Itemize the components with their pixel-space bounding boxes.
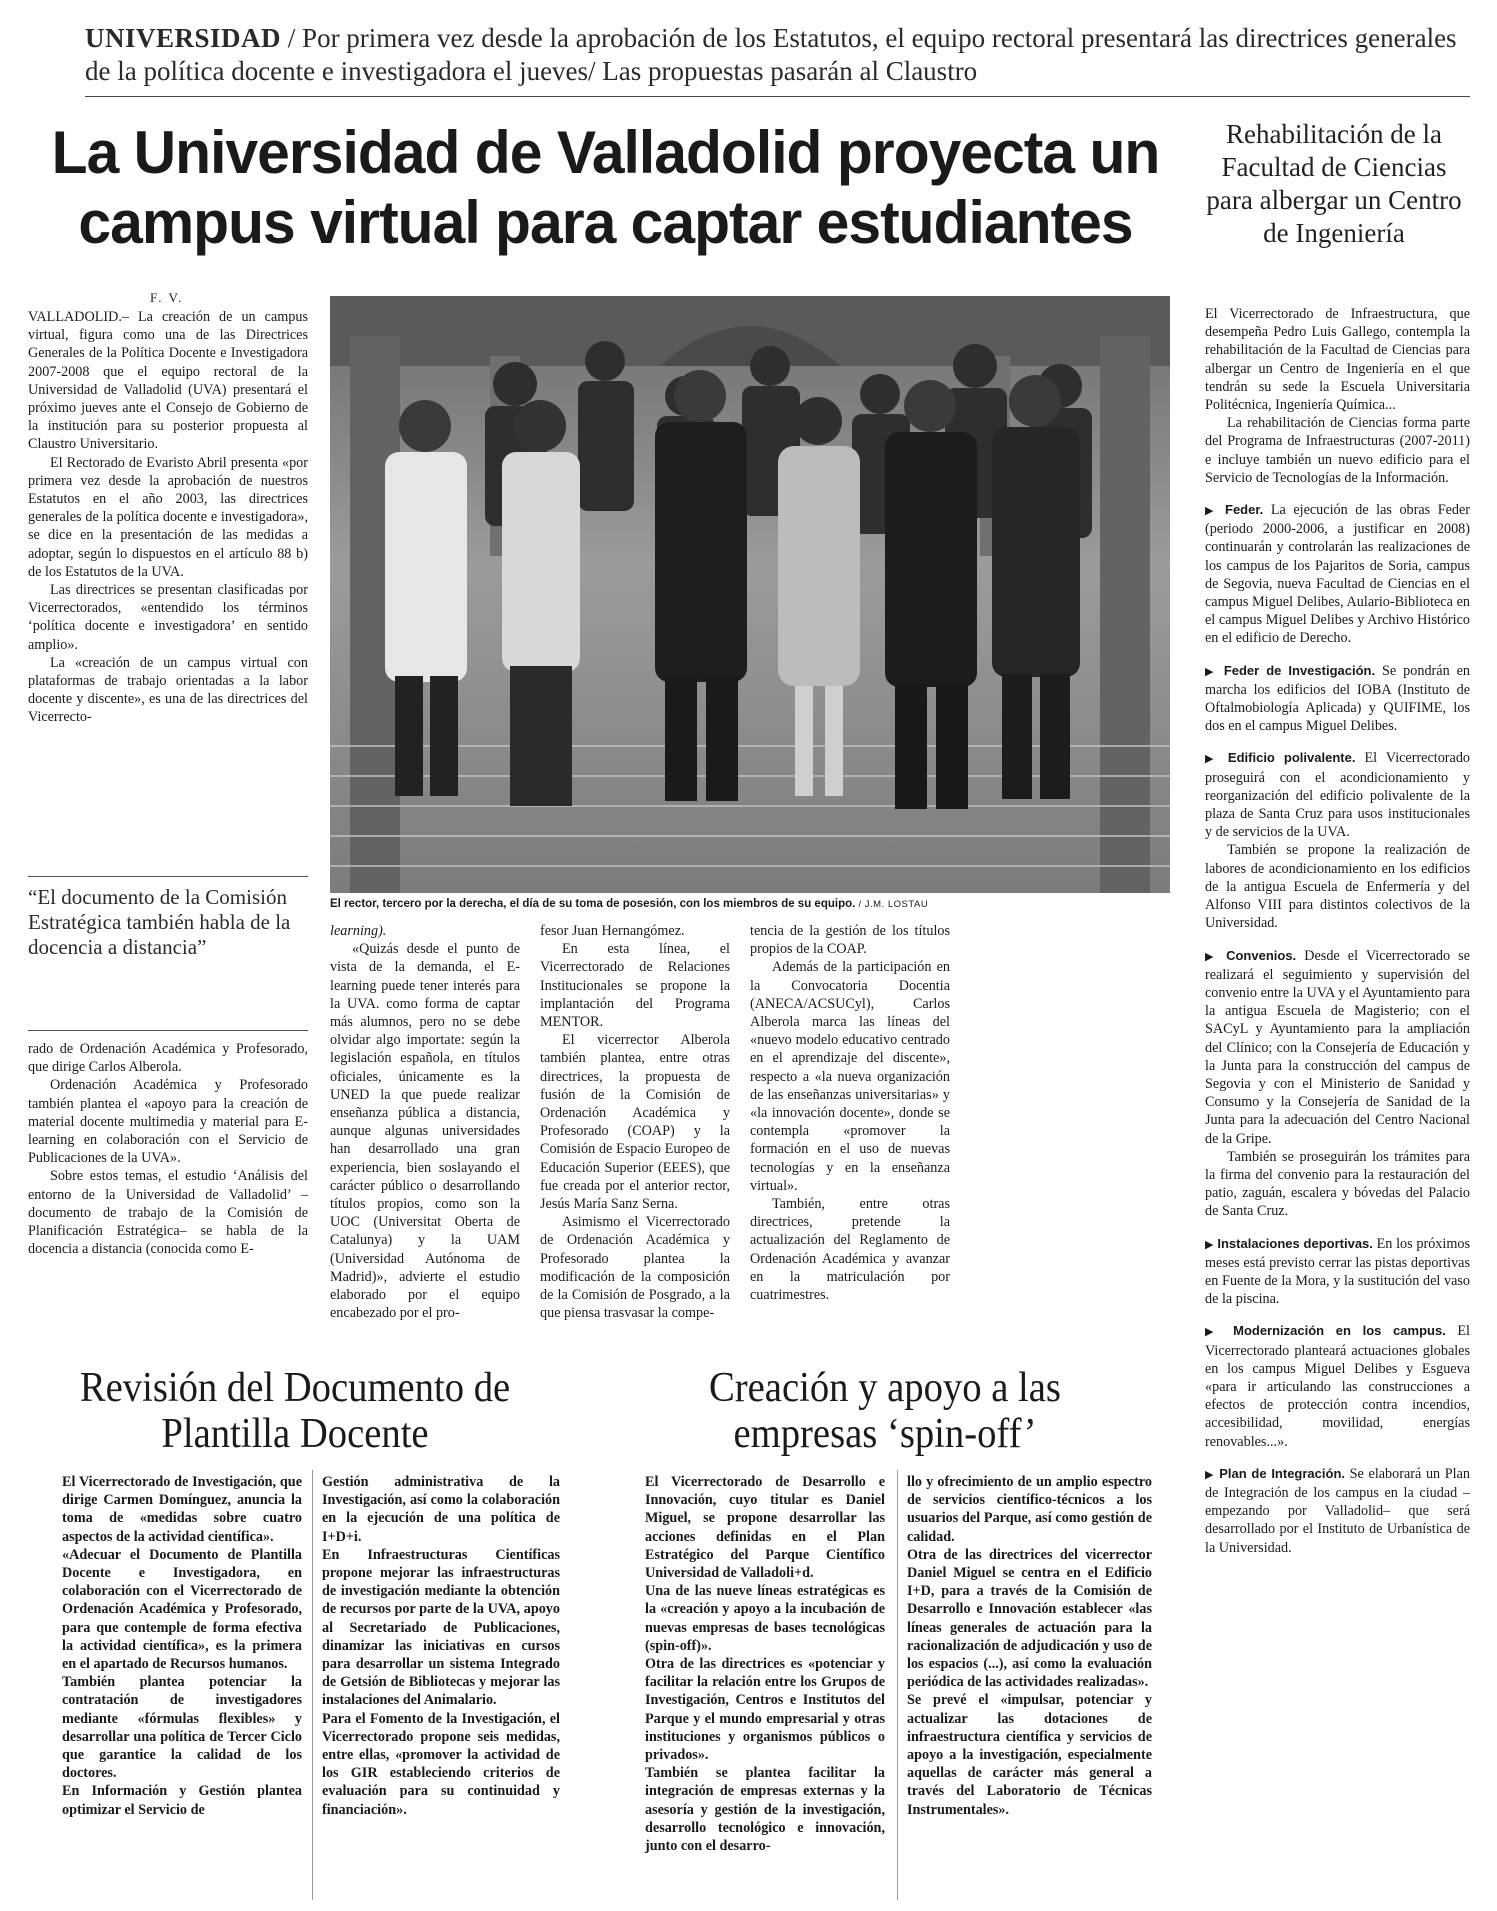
sidebar-item	[1205, 947, 1470, 1148]
byline: F. V.	[150, 290, 184, 305]
quote-rule-top	[28, 876, 308, 877]
article-col1b	[28, 1040, 308, 1258]
sidebar-item-text: También se proseguirán los trámites para la firma del convenio para la restauración del patio, zaguán, escalera y bóvedas del Palacio de Santa Cruz.	[1205, 1148, 1470, 1220]
sidebar-item-label: Feder.	[1225, 502, 1264, 518]
sidebar-body	[1205, 305, 1470, 1557]
paragraph: Otra de las directrices es «potenciar y facilitar la relación entre los Grupos de Investigación, Centros e Institutos del Parque y el mundo empresarial y otras instituciones y organismos públicos o privados».	[645, 1656, 885, 1764]
paragraph: En Información y Gestión plantea optimizar el Servicio de	[62, 1783, 302, 1818]
sidebar-item-text: El Vicerrectorado planteará actuaciones globales en los campus Miguel Delibes y Esgueva «para ir articulando las construcciones a efectos de protección contra incendios, accesibilidad, movilidad, energías renovables...».	[1205, 1323, 1470, 1450]
paragraph: Asimismo el Vicerrectorado de Ordenación Académica y Profesorado plantea la modificación de la composición de la Comisión de Posgrado, a la que piensa trasvasar la compe-	[540, 1214, 730, 1322]
arrow-icon: ▶	[1205, 1238, 1214, 1251]
paragraph: «Quizás desde el punto de vista de la demanda, el E-learning puede tener interés para la UVA. como forma de captar más alumnos, pero no se debe olvidar algo importate: según la legislación española, en títulos oficiales, únicamente es la UNED la que puede realizar enseñanza pública a distancia, aunque algunas universidades han desarrollado una gran experiencia, bien soslayando el carácter público o desarrollando títulos propios, como son la UOC (Universitat Oberta de Catalunya) y la UAM (Universidad Autónoma de Madrid)», advierte el estudio elaborado por el equipo encabezado por el pro-	[330, 941, 520, 1322]
box1-col2	[322, 1473, 560, 1819]
sidebar-item-text: Desde el Vicerrectorado se realizará el seguimiento y supervisión del convenio entre la UVA y el Ayuntamiento para la antigua Escuela de Magisterio; con el SACyL y Ayuntamiento para la ampliación del Clínico; con la Consejería de Educación y la Junta para la construcción del campus de Segovia y con el Ministerio de Sanidad y Consumo y la Consejería de Sanidad de la Junta para la adecuación del Centro Nacional de la Gripe.	[1205, 947, 1470, 1147]
sidebar-item-continuation	[1205, 841, 1470, 932]
paragraph: fesor Juan Hernangómez.	[540, 923, 685, 939]
sidebar-item-text: Se pondrán en marcha los edificios del IOBA (Instituto de Oftalmobiología Aplicada) y QUIFIME, los dos en el campus Miguel Delibes.	[1205, 662, 1470, 735]
paragraph: llo y ofrecimiento de un amplio espectro de servicios científico-técnicos a los usuarios del Parque, así como gestión de calidad.	[907, 1474, 1152, 1545]
sidebar-item-text: También se propone la realización de labores de acondicionamiento en los edificios de la antigua Escuela de Enfermería y del Alfonso VIII para distintos colectivos de la Universidad.	[1205, 842, 1470, 932]
arrow-icon: ▶	[1205, 753, 1219, 766]
article-col1	[28, 308, 308, 727]
sidebar-item-text: Se elaborará un Plan de Integración de los campus en la ciudad –empezando por Valladolid– que será desarrollado por el Instituto de Urbanística de la Universidad.	[1205, 1465, 1471, 1556]
paragraph: El Vicerrectorado de Infraestructura, que desempeña Pedro Luis Gallego, contempla la rehabilitación de la Facultad de Ciencias para albergar un Centro de Ingeniería en el que tendrán su sede la Escuela Universitaria Politécnica, Ingeniería Química...	[1205, 306, 1470, 414]
paragraph: learning).	[330, 923, 387, 939]
sidebar-item-label: Feder de Investigación.	[1223, 662, 1376, 678]
sidebar-title: Rehabilitación de la Facultad de Ciencias para albergar un Centro de Ingeniería	[1206, 119, 1462, 248]
photo-caption	[330, 898, 1170, 910]
paragraph: tencia de la gestión de los títulos propios de la COAP.	[750, 923, 950, 958]
paragraph: rado de Ordenación Académica y Profesorado, que dirige Carlos Alberola.	[28, 1041, 308, 1076]
article-col3	[540, 922, 730, 1322]
paragraph: El vicerrector Alberola también plantea, entre otras directrices, la propuesta de fusión de la Comisión de Ordenación Académica y Profesorado (COAP) y la Comisión de Espacio Europeo de Educación Superior (EEES), que fue creada por el anterior rector, Jesús María Sanz Serna.	[540, 1032, 730, 1213]
paragraph: «Adecuar el Documento de Plantilla Docente e Investigadora, en colaboración con el Vicerrectorado de Ordenación Académica y Profesorado, para que contemple de forma efectiva la actividad científica», es la primera en el apartado de Recursos humanos.	[62, 1546, 302, 1673]
paragraph: VALLADOLID.– La creación de un campus virtual, figura como una de las Directrices Generales de la Política Docente e Investigadora 2007-2008 que el equipo rectoral de la Universidad de Valladolid (UVA) presentará el próximo jueves ante el Consejo de Gobierno de la institución para su posterior propuesta al Claustro Universitario.	[28, 309, 308, 453]
paragraph: En esta línea, el Vicerrectorado de Relaciones Institucionales se propone la implantación del Programa MENTOR.	[540, 941, 730, 1031]
quote-rule-bottom	[28, 1030, 308, 1031]
paragraph: En Infraestructuras Científicas propone mejorar las infraestructuras de investigación mediante la obtención de recursos por parte de la UVA, apoyo al Secretariado de Publicaciones, dinamizar las iniciativas en cursos para desarrollar un sistema Integrado de Getsión de Bibliotecas y mejorar las instalaciones del Animalario.	[322, 1546, 560, 1709]
article-col2	[330, 922, 520, 1322]
sidebar-item	[1205, 1465, 1470, 1557]
sidebar-item-text: En los próximos meses está previsto cerrar las pistas deportivas en Fuente de la Mora, y la sustitución del vaso de la piscina.	[1205, 1235, 1470, 1308]
caption-text: El rector, tercero por la derecha, el día de su toma de posesión, con los miembros de su equipo.	[330, 898, 856, 910]
sidebar-item-label: Instalaciones deportivas.	[1217, 1235, 1373, 1251]
arrow-icon: ▶	[1205, 950, 1218, 963]
sidebar-item-text: La ejecución de las obras Feder (periodo 2000-2006, a justificar en 2008) continuarán y controlarán las realizaciones de los campus de los Pajaritos de Soria, campus de Segovia, nueva Facultad de Ciencias en el campus Miguel Delibes, Aulario-Biblioteca en el campus Miguel Delibes y Archivo Histórico en el edificio de Derecho.	[1205, 502, 1471, 647]
paragraph: También plantea potenciar la contratación de investigadores mediante «fórmulas flexibles» y desarrollar una política de Tercer Ciclo que garantice la calidad de los doctores.	[62, 1674, 302, 1782]
sidebar-item	[1205, 1322, 1470, 1450]
box1-title: Revisión del Documento de Plantilla Docente	[79, 1365, 511, 1457]
arrow-icon: ▶	[1205, 505, 1218, 518]
sidebar-item-label: Convenios.	[1226, 947, 1297, 963]
kicker	[85, 22, 1470, 88]
paragraph: Sobre estos temas, el estudio ‘Análisis del entorno de la Universidad de Valladolid’ –documento de trabajo de la Comisión de Planificación Estratégica– se habla de la docencia a distancia (conocida como E-	[28, 1168, 308, 1258]
paragraph: Además de la participación en la Convocatoria Docentia (ANECA/ACSUCyl), Carlos Alberola marca las líneas del «nuevo modelo educativo centrado en el aprendizaje del discente», respecto a «la nueva organización de las enseñanzas universitarias» y «la innovación docente», donde se contempla «promover la formación en el uso de nuevas tecnologías y en la enseñanza virtual».	[750, 959, 950, 1194]
paragraph: La rehabilitación de Ciencias forma parte del Programa de Infraestructuras (2007-2011) e incluye también un nuevo edificio para el Servicio de Tecnologías de la Información.	[1205, 415, 1470, 486]
section-label: UNIVERSIDAD	[85, 23, 282, 53]
sidebar-item-label: Edificio polivalente.	[1227, 750, 1356, 766]
sidebar-item-continuation	[1205, 1148, 1470, 1221]
sidebar-item-text: El Vicerrectorado proseguirá con el acondicionamiento y reorganización del edificio polivalente de la plaza de Santa Cruz para usos institucionales y de servicios de la UVA.	[1205, 750, 1471, 841]
box1-col1	[62, 1473, 302, 1819]
box2-col1	[645, 1473, 885, 1855]
sidebar-item	[1205, 662, 1470, 736]
sidebar-item	[1205, 1235, 1470, 1309]
kicker-text: Por primera vez desde la aprobación de los Estatutos, el equipo rectoral presentará las directrices generales de la política docente e investigadora el jueves/ Las propuestas pasarán al Claustro	[85, 23, 1457, 86]
paragraph: Ordenación Académica y Profesorado también plantea el «apoyo para la creación de material docente multimedia y material para E-learning en colaboración con el Servicio de Publicaciones de la UVA».	[28, 1077, 308, 1167]
paragraph: Para el Fomento de la Investigación, el Vicerrectorado propone seis medidas, entre ellas, «promover la actividad de los GIR estableciendo criterios de evaluación para su continuidad y financiación».	[322, 1710, 560, 1818]
sidebar-item	[1205, 749, 1470, 841]
arrow-icon: ▶	[1205, 665, 1217, 678]
sidebar-item-label: Modernización en los campus.	[1233, 1323, 1446, 1339]
paragraph: Se prevé el «impulsar, potenciar y actualizar las dotaciones de infraestructura científica y servicios de apoyo a la investigación, especialmente aquellas de carácter más general a través del Laboratorio de Técnicas Instrumentales».	[907, 1692, 1152, 1818]
paragraph: Las directrices se presentan clasificadas por Vicerrectorados, «entendido los términos ‘política docente e investigadora’ en sentido amplio».	[28, 582, 308, 653]
photo-illustration	[330, 296, 1170, 893]
box2-col2	[907, 1473, 1152, 1819]
paragraph: El Vicerrectorado de Desarrollo e Innovación, cuyo titular es Daniel Miguel, se propone desarrollar las acciones definidas en el Plan Estratégico del Parque Científico Universidad de Valladoli+d.	[645, 1474, 885, 1582]
article-col4	[750, 922, 950, 1304]
box2-title: Creación y apoyo a las empresas ‘spin-off’	[709, 1365, 1061, 1457]
sidebar-item-label: Plan de Integración.	[1219, 1465, 1345, 1481]
headline: La Universidad de Valladolid proyecta un campus virtual para captar estudiantes	[51, 119, 1160, 256]
sidebar-item	[1205, 501, 1470, 648]
pull-quote: “El documento de la Comisión Estratégica también habla de la docencia a distancia”	[28, 885, 291, 959]
paragraph: Una de las nueve líneas estratégicas es la «creación y apoyo a la incubación de nuevas empresas de bases tecnológicas (spin-off)».	[645, 1583, 885, 1654]
arrow-icon: ▶	[1205, 1468, 1215, 1481]
paragraph: También se plantea facilitar la integración de empresas externas y la asesoría y gestión de la investigación, desarrollo tecnológico e innovación, junto con el desarro-	[645, 1765, 885, 1855]
box1-divider	[312, 1470, 313, 1900]
kicker-separator: /	[281, 23, 303, 53]
paragraph: El Rectorado de Evaristo Abril presenta «por primera vez desde la aprobación de nuestros Estatutos en el año 2003, las directrices generales de la política docente e investigadora», se dice en la presentación de las medidas a adoptar, según lo dispuestos en el artículo 88 b) de los Estatutos de la UVA.	[28, 454, 308, 580]
paragraph: También, entre otras directrices, pretende la actualización del Reglamento de Ordenación Académica y avanzar en la matriculación por cuatrimestres.	[750, 1196, 950, 1304]
box2-divider	[897, 1470, 898, 1900]
paragraph: El Vicerrectorado de Investigación, que dirige Carmen Domínguez, anuncia la toma de «medidas sobre cuatro aspectos de la actividad científica».	[62, 1474, 302, 1545]
arrow-icon: ▶	[1205, 1326, 1222, 1339]
top-rule	[85, 96, 1470, 97]
paragraph: Otra de las directrices del vicerrector Daniel Miguel se centra en el Edificio I+D, para a través de la Comisión de Desarrollo e Innovación establecer «las líneas generales de actuación para la racionalización de adjudicación y uso de los espacios (...), así como la evaluación periódica de las actividades realizadas».	[907, 1546, 1152, 1691]
team-photo	[330, 296, 1170, 893]
photo-credit: / J.M. LOSTAU	[858, 899, 929, 910]
paragraph: Gestión administrativa de la Investigación, así como la colaboración en la ejecución de una política de I+D+i.	[322, 1474, 560, 1545]
paragraph: La «creación de un campus virtual con plataformas de trabajo orientadas a la labor docente y discente», es una de las directrices del Vicerrecto-	[28, 654, 308, 726]
